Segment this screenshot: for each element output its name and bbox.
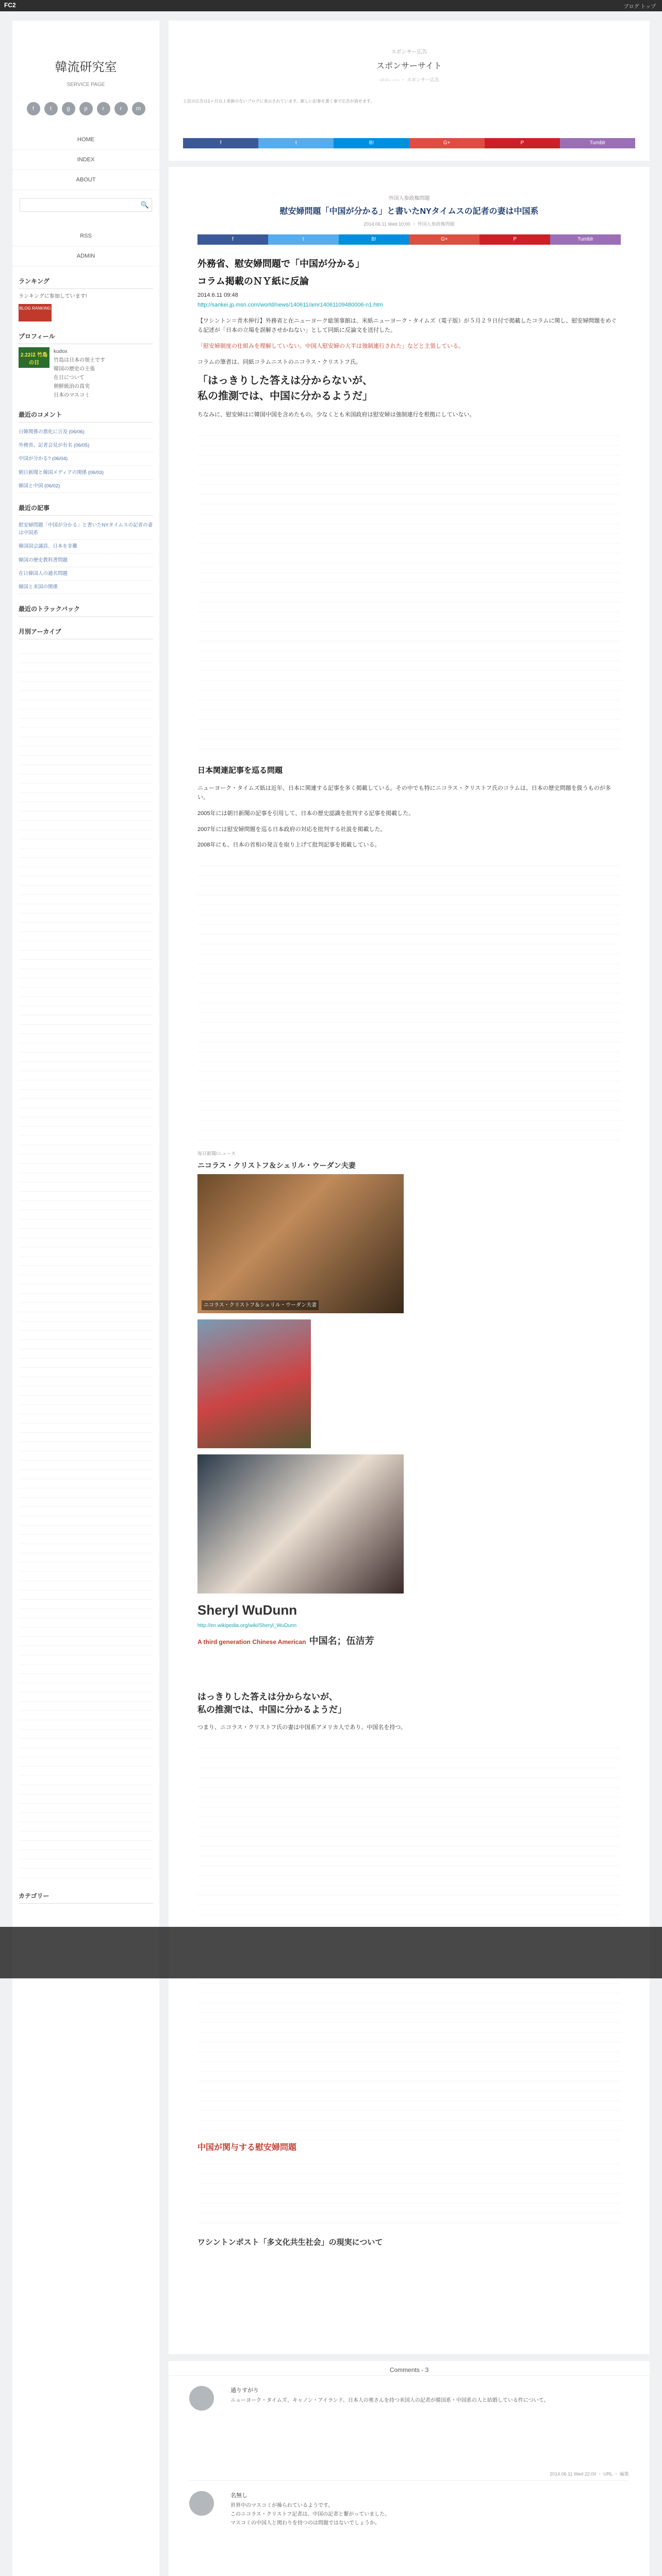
profile-heading: プロフィール — [19, 332, 153, 344]
list-item[interactable]: 韓国の歴史教科書問題 — [19, 554, 153, 567]
profile-line: 朝鮮統治の真実 — [54, 384, 90, 389]
nav-home[interactable]: HOME — [12, 130, 159, 150]
share-facebook-button[interactable]: f — [183, 138, 258, 148]
facebook-icon[interactable]: f — [27, 102, 40, 115]
sponsor-meta: --/--/-- --:-- ・ スポンサー広告 — [379, 77, 439, 82]
sponsor-block — [169, 21, 650, 161]
rss-icon[interactable]: r — [97, 102, 110, 115]
ranking-text: ランキングに参加しています! — [19, 294, 87, 299]
list-item[interactable]: 朝日新聞と韓国メディアの関係 (06/03) — [19, 466, 153, 480]
body-text-block — [197, 426, 621, 756]
list-item[interactable]: 在日韓国人の通名問題 — [19, 567, 153, 581]
paragraph: ニューヨーク・タイムズ紙は近年、日本に関連する記事を多く掲載している。その中でも特にニコラス・クリストフ氏のコラムは、日本の歴史問題を扱うものが多い。 — [197, 785, 611, 801]
comments-section — [169, 2361, 650, 2576]
list-item[interactable]: 韓国と米国の関係 — [19, 581, 153, 594]
comment-author: 名無し — [230, 2493, 247, 2499]
avatar — [189, 2386, 214, 2411]
sponsor-note: 上記の広告は1ヶ月以上更新のないブログに表示されています。新しい記事を書く事で広告が消せます。 — [183, 99, 375, 104]
overlay-band — [0, 1927, 662, 1978]
nav-index[interactable]: INDEX — [12, 150, 159, 170]
paragraph: コラムの筆者は、同紙コラムニストのニコラス・クリストフ氏。 — [197, 359, 361, 365]
profile-section — [19, 332, 153, 400]
generation-line: A third generation Chinese American — [197, 1638, 306, 1646]
list-item[interactable]: 韓国国会議員、日本を非難 — [19, 540, 153, 553]
chinese-name: 中国名；伍洁芳 — [309, 1636, 374, 1647]
comment — [189, 2488, 629, 2576]
ranking-heading: ランキング — [19, 277, 153, 289]
list-item[interactable]: 中国が分かる? (06/04) — [19, 452, 153, 466]
ranking-section — [19, 277, 153, 321]
photo-caption: 毎日新聞/ニュース — [197, 1150, 236, 1156]
article-headline: 外務省、慰安婦問題で「中国が分かる」 — [197, 259, 365, 269]
comment-author: 通りすがり — [230, 2387, 259, 2394]
list-item[interactable]: 外務省、記者会見が有名 (06/05) — [19, 439, 153, 452]
ranking-badge[interactable]: BLOG RANKING — [19, 304, 52, 321]
article-meta: 2014.06.11 Wed 10:00 ・ 外国人参政権問題 — [363, 222, 455, 227]
archive-list[interactable] — [19, 645, 153, 1881]
recent-articles — [19, 503, 153, 594]
pinterest-icon[interactable]: p — [79, 102, 93, 115]
share-tumblr-button[interactable]: Tumblr — [560, 138, 635, 148]
categories — [19, 1891, 153, 1904]
share-pinterest-button[interactable]: P — [479, 234, 550, 245]
pull-quote-2: はっきりした答えは分からないが、 私の推測では、中国に分かるようだ」 — [197, 1691, 346, 1715]
nav-about[interactable]: ABOUT — [12, 170, 159, 190]
nav-admin[interactable]: ADMIN — [12, 246, 159, 266]
profile-line: 韓国の歴史の主張 — [54, 366, 95, 372]
article — [169, 167, 650, 2354]
fc2-header-bar — [0, 0, 662, 11]
couple-label: ニコラス・クリストフ＆シェリル・ウーダン夫妻 — [197, 1161, 356, 1170]
comment-meta[interactable]: 2014.06.11 Wed 22:00 ・ URL ・ 編集 — [550, 2471, 629, 2477]
nav-menu-secondary — [12, 226, 159, 266]
sheryl-photo-1 — [197, 1319, 311, 1448]
nav-rss[interactable]: RSS — [12, 226, 159, 246]
share-tumblr-button[interactable]: Tumblr — [550, 234, 621, 245]
paragraph: 2005年には朝日新聞の記事を引用して、日本の歴史認識を批判する記事を掲載した。 — [197, 810, 415, 817]
share-facebook-button[interactable]: f — [197, 234, 268, 245]
profile-name[interactable]: kudox — [54, 349, 68, 354]
paragraph: 2007年には慰安婦問題を巡る日本政府の対応を批判する社説を掲載した。 — [197, 826, 386, 833]
pull-quote: 「はっきりした答えは分からないが、 私の推測では、中国に分かるようだ」 — [197, 375, 373, 402]
profile-line: 竹島は日本の領土です — [54, 358, 105, 363]
google-icon[interactable]: g — [62, 102, 75, 115]
archives — [19, 627, 153, 639]
comments-heading: Comments - 3 — [169, 2361, 650, 2376]
share-bar — [183, 138, 635, 148]
list-item[interactable]: 日韓関係の悪化に言及 (06/06) — [19, 426, 153, 439]
article-title[interactable]: 慰安婦問題「中国が分かる」と書いたNYタイムスの記者の妻は中国系 — [279, 207, 539, 216]
sponsor-tag[interactable]: スポンサー広告 — [391, 49, 427, 55]
twitter-icon[interactable]: t — [44, 102, 58, 115]
blog-subtitle: SERVICE PAGE — [67, 82, 105, 88]
share-hatena-button[interactable]: B! — [334, 138, 409, 148]
source-link[interactable]: http://sankei.jp.msn.com/world/news/140611/amr14061109480006-n1.htm — [197, 301, 383, 308]
name-heading: Sheryl WuDunn — [197, 1602, 297, 1618]
wikipedia-link[interactable]: http://en.wikipedia.org/wiki/Sheryl_WuDunn — [197, 1623, 297, 1629]
list-item[interactable]: 慰安婦問題「中国が分かる」と書いたNYタイムスの記者の妻は中国系 — [19, 519, 153, 540]
trackbacks-heading: 最近のトラックバック — [19, 604, 153, 617]
sidebar — [12, 21, 159, 2576]
profile-image: 2.22は 竹島の日 — [19, 347, 49, 368]
paragraph: つまり、ニコラス・クリストフ氏の妻は中国系アメリカ人であり、中国名を持つ。 — [197, 1724, 406, 1731]
fc2-logo[interactable]: FC2 — [4, 2, 16, 9]
recent-articles-heading: 最近の記事 — [19, 503, 153, 516]
share-twitter-button[interactable]: t — [258, 138, 334, 148]
recent-comments — [19, 410, 153, 493]
share-hatena-button[interactable]: B! — [339, 234, 409, 245]
avatar — [189, 2491, 214, 2516]
archives-heading: 月別アーカイブ — [19, 627, 153, 639]
search-input[interactable] — [20, 198, 152, 212]
nav-menu — [12, 130, 159, 190]
comment-text: 世界中のマスコミが操られているようです。 このニコラス・クリストフ記者は、中国の記者と繋がっていました。 マスコミの中国人と関わりを持つのは問題ではないでしょうか。 — [230, 2503, 390, 2526]
share-google-button[interactable]: G+ — [409, 138, 485, 148]
main-column — [169, 21, 650, 2576]
photo-label: ニコラス・クリストフ＆シェリル・ウーダン夫妻 — [202, 1300, 319, 1310]
paragraph: 【ワシントン＝青木伸行】外務省と在ニューヨーク総領事館は、米紙ニューヨーク・タイムズ（電子版）が５月２９日付で掲載したコラムに関し、慰安婦問題をめぐる記述が「日本の立場を誤解させかねない」として同紙に反論文を送付した。 — [197, 317, 617, 334]
paragraph: 2008年にも、日本の首相の発言を取り上げて批判記事を掲載している。 — [197, 842, 380, 849]
comment — [189, 2383, 629, 2481]
highlight-heading: 中国が関与する慰安婦問題 — [197, 2143, 297, 2152]
share-twitter-button[interactable]: t — [268, 234, 339, 245]
social-links — [12, 102, 159, 115]
search-box — [20, 198, 152, 212]
share-google-button[interactable]: G+ — [409, 234, 479, 245]
categories-heading: カテゴリー — [19, 1891, 153, 1904]
reader-icon[interactable]: r — [114, 102, 128, 115]
closing-line: ワシントンポスト「多文化共生社会」の現実について — [197, 2238, 383, 2247]
recent-comments-heading: 最近のコメント — [19, 410, 153, 422]
article-category[interactable]: 外国人参政権問題 — [388, 196, 430, 201]
paragraph: ちなみに、慰安婦はに韓国中国を含めたもの。少なくとも米国政府は慰安婦は強制連行を根拠にしていない。 — [197, 412, 475, 418]
sheryl-photo-2 — [197, 1454, 404, 1594]
article-subheadline: コラム掲載のＮＹ紙に反論 — [197, 276, 309, 286]
profile-line: 在日について — [54, 375, 85, 381]
article-share-bar — [197, 234, 621, 245]
search-icon[interactable]: 🔍 — [140, 201, 149, 209]
sponsor-title: スポンサーサイト — [376, 62, 442, 71]
share-pinterest-button[interactable]: P — [485, 138, 560, 148]
body-text-block — [197, 2155, 621, 2232]
article-date: 2014.6.11 09:48 — [197, 292, 238, 299]
trackbacks — [19, 604, 153, 617]
comment-text: ニューヨーク・タイムズ、キャノン・アイランド、日本人の奥さんを持つ米国人の記者が韓国系・中国系の人と結婚している件について。 — [230, 2398, 549, 2403]
section-heading: 日本関連記事を巡る問題 — [197, 766, 283, 775]
couple-photo — [197, 1174, 404, 1313]
blog-top-link[interactable]: ブログ トップ — [623, 4, 656, 10]
blog-title[interactable]: 韓流研究室 — [55, 60, 117, 74]
profile-line: 日本のマスコミ — [54, 393, 90, 398]
paragraph-highlight: 「慰安婦制度の仕組みを理解していない。中国人慰安婦の大半は強制連行された」などと主張している。 — [197, 343, 464, 349]
mail-icon[interactable]: m — [132, 102, 145, 115]
body-text-block — [197, 856, 621, 1145]
list-item[interactable]: 韓国と中国 (06/02) — [19, 480, 153, 493]
